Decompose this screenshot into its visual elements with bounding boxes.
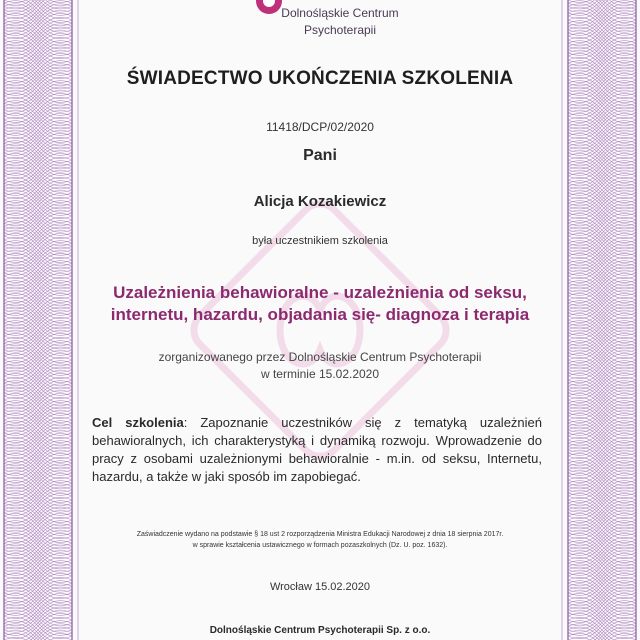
issuer-footer: Dolnośląskie Centrum Psychoterapii Sp. z o.o. xyxy=(209,625,431,636)
legal-line2: w sprawie kształcenia ustawicznego w formach pozaszkolnych (Dz. U. poz. 1632). xyxy=(192,542,448,549)
organizer-line: zorganizowanego przez Dolnośląskie Centrum Psychoterapii xyxy=(158,350,482,364)
course-date: w terminie 15.02.2020 xyxy=(260,367,380,381)
course-title-line2: internetu, hazardu, objadania się- diagnoza i terapia xyxy=(110,305,530,324)
goal-label: Cel szkolenia xyxy=(92,415,184,430)
course-title xyxy=(0,282,640,326)
logo-header xyxy=(0,0,640,46)
participation-text: była uczestnikiem szkolenia xyxy=(252,235,388,247)
legal-line1: Zaświadczenie wydano na podstawie § 18 ust 2 rozporządzenia Ministra Edukacji Narodowej z dnia 18 sierpnia 2017r. xyxy=(136,531,504,538)
salutation: Pani xyxy=(303,147,337,164)
course-goal xyxy=(92,414,542,486)
goal-text: : Zapoznanie uczestników się z tematyką uzależnień behawioralnych, ich charakterystyką i dynamiką rozwoju. Wprowadzenie do pracy z osobami uzależnionymi behawioralnie - m.in. od seksu, Internetu, hazardu, a także w jaki sposób im zapobiegać. xyxy=(92,415,543,484)
course-title-line1: Uzależnienia behawioralne - uzależnienia od seksu, xyxy=(113,283,527,302)
recipient-name: Alicja Kozakiewicz xyxy=(253,193,387,210)
logo-text-line2: Psychoterapii xyxy=(303,23,377,37)
organizer-block xyxy=(0,349,640,383)
legal-basis xyxy=(0,529,640,551)
certificate-title: ŚWIADECTWO UKOŃCZENIA SZKOLENIA xyxy=(126,68,514,89)
certificate-number: 11418/DCP/02/2020 xyxy=(266,120,374,134)
place-date: Wrocław 15.02.2020 xyxy=(269,581,371,593)
logo-text-line1: Dolnośląskie Centrum xyxy=(281,6,399,20)
